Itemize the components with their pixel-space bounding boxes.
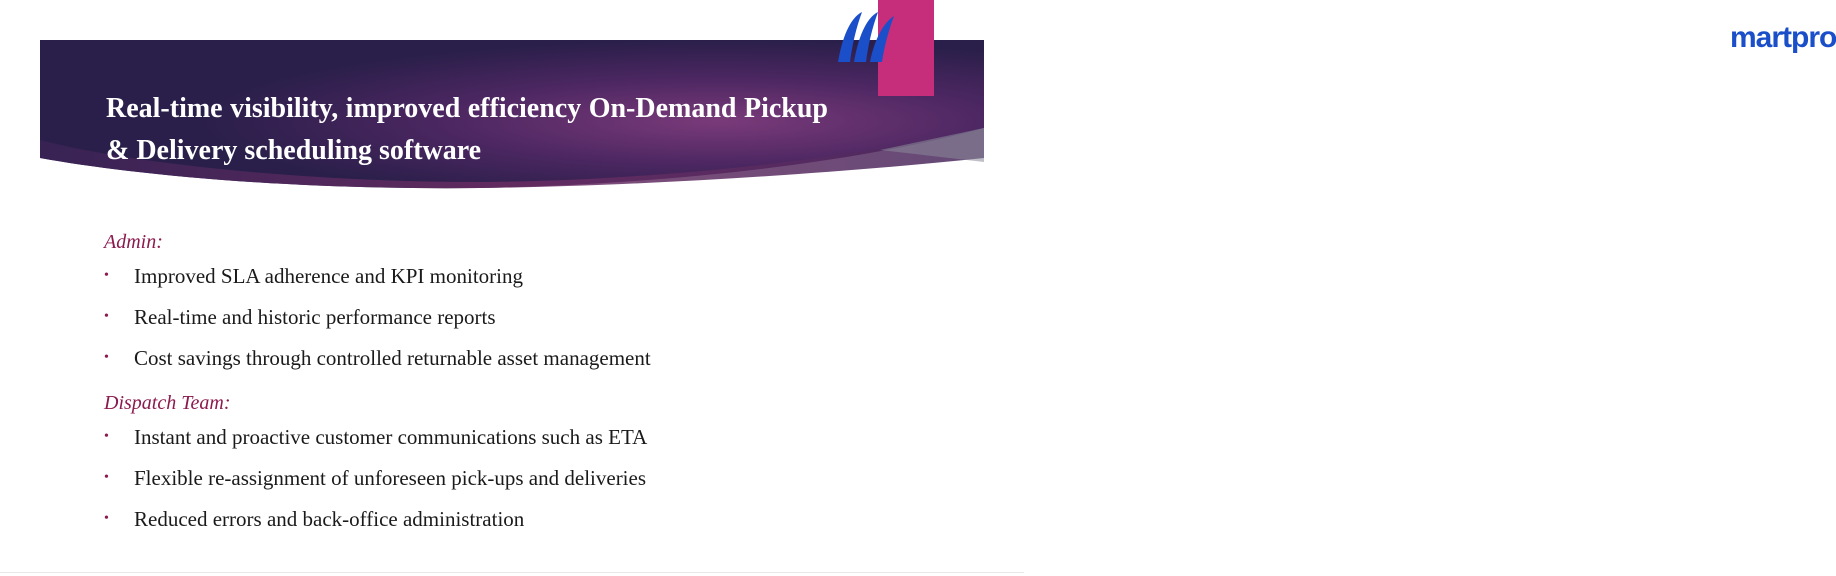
footer-divider (0, 572, 1024, 573)
list-item: • Instant and proactive customer communications such as ETA (104, 423, 904, 464)
slide-title: Real-time visibility, improved efficiency On-Demand Pickup & Delivery scheduling software (106, 93, 828, 166)
martpro-logo (832, 4, 1836, 68)
martpro-logo-icon (832, 4, 898, 68)
admin-bullet-list (104, 262, 904, 385)
section-heading-dispatch-team: Dispatch Team: (104, 392, 231, 414)
list-item: • Flexible re-assignment of unforeseen pick-ups and deliveries (104, 464, 904, 505)
dispatch-bullet-list (104, 423, 904, 546)
list-item: • Reduced errors and back-office administration (104, 505, 904, 546)
list-item: • Improved SLA adherence and KPI monitoring (104, 262, 904, 303)
list-item: • Real-time and historic performance reports (104, 303, 904, 344)
list-item: • Cost savings through controlled returnable asset management (104, 344, 904, 385)
logo-text: martpro (1730, 21, 1836, 54)
section-heading-admin: Admin: (104, 231, 163, 253)
content-body (104, 224, 904, 546)
